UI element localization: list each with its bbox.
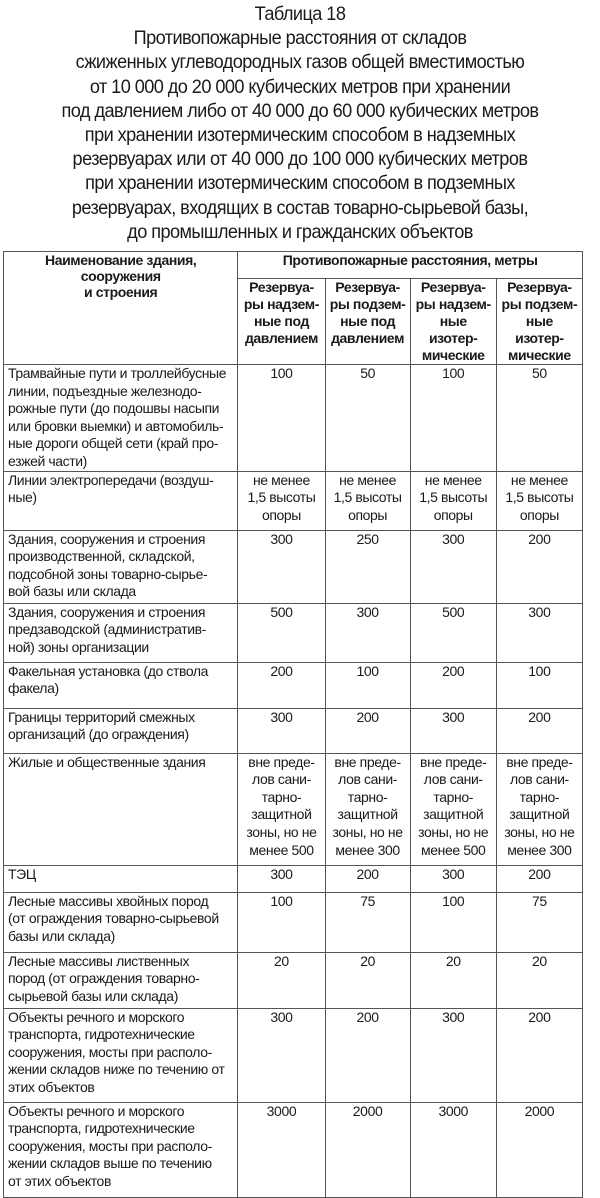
- object-name-cell: Объекты речного и морского транспорта, гидротехнические сооружения, мосты при располо- жении складов ниже по течению от этих объектов: [4, 1008, 238, 1102]
- distance-value-cell: 300: [238, 1008, 325, 1102]
- table-row: [4, 753, 583, 865]
- distance-value-cell: 300: [325, 603, 410, 662]
- distance-value-cell: 20: [325, 952, 410, 1008]
- distance-value-cell: вне преде- лов сани- тарно- защитной зоны, но не менее 500: [410, 753, 496, 865]
- distance-value-cell: 100: [238, 892, 325, 952]
- caption-line: резервуарах, входящих в состав товарно-сырьевой базы,: [71, 196, 529, 219]
- distance-value-cell: вне преде- лов сани- тарно- защитной зоны, но не менее 300: [325, 753, 410, 865]
- distance-value-cell: 50: [496, 365, 582, 472]
- distance-value-cell: 2000: [325, 1102, 410, 1197]
- distance-value-cell: вне преде- лов сани- тарно- защитной зоны, но не менее 300: [496, 753, 582, 865]
- distance-value-cell: 200: [496, 530, 582, 603]
- table-row: [4, 530, 583, 603]
- header-name: Наименование здания, сооружения и строения: [4, 252, 238, 365]
- distance-value-cell: 75: [496, 892, 582, 952]
- distance-value-cell: вне преде- лов сани- тарно- защитной зоны, но не менее 500: [238, 753, 325, 865]
- object-name-cell: Лесные массивы лиственных пород (от ограждения товарно- сырьевой базы или склада): [4, 952, 238, 1008]
- table-row: [4, 952, 583, 1008]
- distance-value-cell: не менее 1,5 высоты опоры: [325, 471, 410, 530]
- caption-line: при хранении изотермическим способом в надземных: [84, 124, 516, 147]
- distance-value-cell: 200: [325, 865, 410, 892]
- caption-line: сжиженных углеводородных газов общей вместимостью: [75, 51, 525, 74]
- caption-line: от 10 000 до 20 000 кубических метров при хранении: [89, 75, 511, 98]
- object-name-cell: Границы территорий смежных организаций (до ограждения): [4, 708, 238, 753]
- distance-value-cell: 300: [238, 530, 325, 603]
- fire-distance-table: [3, 251, 583, 1198]
- table-number: Таблица 18: [254, 3, 346, 25]
- distance-value-cell: 200: [325, 708, 410, 753]
- header-group: Противопожарные расстояния, метры: [238, 252, 583, 279]
- column-header: Резервуа- ры надзем- ные изотер- мические: [410, 279, 496, 365]
- distance-value-cell: 300: [496, 603, 582, 662]
- object-name-cell: Трамвайные пути и троллейбусные линии, подъездные железнодо- рожные пути (до подошвы насыпи или бровки выемки) и автомобиль- ные дороги общей сети (край про- езжей части): [4, 365, 238, 472]
- distance-value-cell: 200: [410, 662, 496, 708]
- table-row: [4, 365, 583, 472]
- distance-value-cell: 300: [410, 1008, 496, 1102]
- object-name-cell: Жилые и общественные здания: [4, 753, 238, 865]
- distance-value-cell: 75: [325, 892, 410, 952]
- caption-line: под давлением либо от 40 000 до 60 000 кубических метров: [61, 99, 539, 122]
- distance-value-cell: 500: [410, 603, 496, 662]
- object-name-cell: Здания, сооружения и строения предзаводской (административ- ной) зоны организации: [4, 603, 238, 662]
- table-row: [4, 1102, 583, 1197]
- object-name-cell: Здания, сооружения и строения производственной, складской, подсобной зоны товарно-сырье- вой базы или склада: [4, 530, 238, 603]
- distance-value-cell: 20: [496, 952, 582, 1008]
- table-row: [4, 892, 583, 952]
- distance-value-cell: 200: [496, 708, 582, 753]
- distance-value-cell: 100: [410, 892, 496, 952]
- distance-value-cell: не менее 1,5 высоты опоры: [496, 471, 582, 530]
- distance-value-cell: 2000: [496, 1102, 582, 1197]
- distance-value-cell: 20: [410, 952, 496, 1008]
- distance-value-cell: не менее 1,5 высоты опоры: [238, 471, 325, 530]
- distance-value-cell: 300: [410, 530, 496, 603]
- table-row: [4, 471, 583, 530]
- table-row: [4, 1008, 583, 1102]
- caption-line: при хранении изотермическим способом в подземных: [85, 172, 515, 195]
- distance-value-cell: 200: [325, 1008, 410, 1102]
- distance-value-cell: 200: [238, 662, 325, 708]
- column-header: Резервуа- ры подзем- ные изотер- мические: [496, 279, 582, 365]
- table-caption: [21, 2, 579, 244]
- caption-line: резервуарах или от 40 000 до 100 000 кубических метров: [72, 148, 528, 171]
- distance-value-cell: 300: [238, 865, 325, 892]
- column-header: Резервуа- ры надзем- ные под давлением: [238, 279, 325, 365]
- object-name-cell: Объекты речного и морского транспорта, гидротехнические сооружения, мосты при располо- жении складов выше по течению от этих объектов: [4, 1102, 238, 1197]
- object-name-cell: Линии электропередачи (воздуш- ные): [4, 471, 238, 530]
- distance-value-cell: 500: [238, 603, 325, 662]
- distance-value-cell: 300: [238, 708, 325, 753]
- object-name-cell: Факельная установка (до ствола факела): [4, 662, 238, 708]
- table-row: [4, 865, 583, 892]
- distance-value-cell: 250: [325, 530, 410, 603]
- column-header: Резервуа- ры подзем- ные под давлением: [325, 279, 410, 365]
- distance-value-cell: 300: [410, 865, 496, 892]
- distance-value-cell: 100: [238, 365, 325, 472]
- object-name-cell: ТЭЦ: [4, 865, 238, 892]
- distance-value-cell: 20: [238, 952, 325, 1008]
- caption-line: Противопожарные расстояния от складов: [133, 27, 467, 50]
- table-row: [4, 603, 583, 662]
- table-row: [4, 708, 583, 753]
- distance-value-cell: 200: [496, 865, 582, 892]
- distance-value-cell: не менее 1,5 высоты опоры: [410, 471, 496, 530]
- distance-value-cell: 50: [325, 365, 410, 472]
- distance-value-cell: 3000: [410, 1102, 496, 1197]
- table-row: [4, 662, 583, 708]
- distance-value-cell: 100: [325, 662, 410, 708]
- distance-value-cell: 300: [410, 708, 496, 753]
- caption-line: до промышленных и гражданских объектов: [127, 220, 473, 243]
- distance-value-cell: 100: [496, 662, 582, 708]
- distance-value-cell: 100: [410, 365, 496, 472]
- distance-value-cell: 3000: [238, 1102, 325, 1197]
- object-name-cell: Лесные массивы хвойных пород (от ограждения товарно-сырьевой базы или склада): [4, 892, 238, 952]
- distance-value-cell: 200: [496, 1008, 582, 1102]
